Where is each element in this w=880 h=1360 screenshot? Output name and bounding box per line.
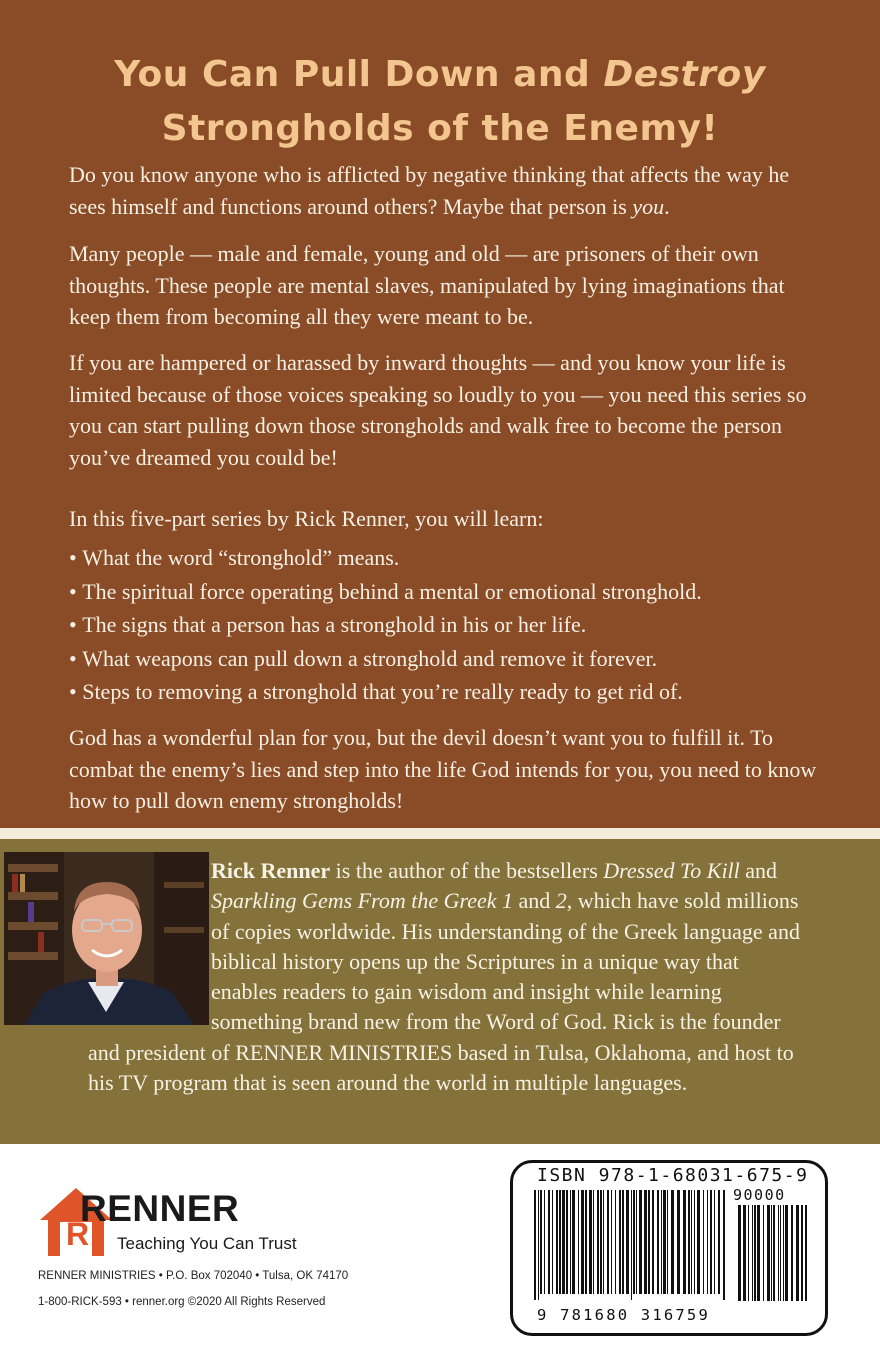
logo-letter: R bbox=[66, 1216, 90, 1252]
closing-paragraph: God has a wonderful plan for you, but the devil doesn’t want you to fulfill it. To combat the enemy’s lies and step into the life God intends for you, you need to know how to pull down enemy strongholds! bbox=[69, 725, 817, 813]
ean-barcode bbox=[532, 1190, 732, 1300]
book-title: Sparkling Gems From the Greek 1 bbox=[211, 888, 514, 914]
price-barcode bbox=[736, 1205, 816, 1301]
isbn-text: ISBN 978-1-68031-675-9 bbox=[537, 1165, 809, 1186]
book-title: 2 bbox=[555, 888, 567, 914]
intro-emphasis: you bbox=[632, 193, 665, 219]
prisoners-paragraph: Many people — male and female, young and old — are prisoners of their own thoughts. These people are mental slaves, manipulated by lying imaginations that keep them from becoming all they were meant to be. bbox=[69, 241, 785, 329]
divider-stripe bbox=[0, 828, 880, 839]
headline-emphasis: Destroy bbox=[603, 54, 766, 95]
book-title: Dressed To Kill bbox=[603, 858, 740, 883]
list-item: • What weapons can pull down a stronghold and remove it forever. bbox=[69, 642, 829, 676]
list-item: • What the word “stronghold” means. bbox=[69, 541, 829, 575]
publisher-address: RENNER MINISTRIES • P.O. Box 702040 • Tulsa, OK 74170 bbox=[38, 1270, 349, 1282]
author-bio: Rick Renner is the author of the bestsellers Dressed To Kill and Sparkling Gems From the Greek 1 and 2, which have sold millions of copies worldwide. His understanding of the Greek language and biblical history opens up the Scriptures in a unique way that enables readers to gain wisdom and insight while learning something brand new from the Word of God. Rick is the founder and president of RENNER MINISTRIES based in Tulsa, Oklahoma, and host to his TV program that is seen around the world in multiple languages. bbox=[88, 858, 800, 1096]
price-code: 90000 bbox=[733, 1186, 786, 1204]
list-item: • The spiritual force operating behind a mental or emotional stronghold. bbox=[69, 575, 829, 609]
headline bbox=[0, 48, 880, 156]
headline-line1: You Can Pull Down and Destroy bbox=[114, 54, 766, 95]
logo-tagline: Teaching You Can Trust bbox=[117, 1234, 297, 1253]
list-item: • Steps to removing a stronghold that you’re really ready to get rid of. bbox=[69, 675, 829, 709]
headline-line2: Strongholds of the Enemy! bbox=[161, 108, 719, 149]
publisher-contact: 1-800-RICK-593 • renner.org ©2020 All Rights Reserved bbox=[38, 1296, 326, 1308]
learn-list bbox=[69, 541, 829, 709]
ean-digits: 9 781680 316759 bbox=[537, 1306, 710, 1324]
logo-name: RENNER bbox=[80, 1188, 240, 1229]
learn-intro: In this five-part series by Rick Renner, you will learn: bbox=[69, 506, 544, 531]
hampered-paragraph: If you are hampered or harassed by inward thoughts — and you know your life is limited because of those voices speaking so loudly to you — you need this series so you can start pulling down those strongholds and walk free to become the person you’ve dreamed you could be! bbox=[69, 350, 807, 470]
intro-paragraph: Do you know anyone who is afflicted by negative thinking that affects the way he sees himself and functions around others? Maybe that person is you. bbox=[69, 162, 790, 219]
list-item: • The signs that a person has a stronghold in his or her life. bbox=[69, 608, 829, 642]
author-name: Rick Renner bbox=[211, 858, 331, 883]
